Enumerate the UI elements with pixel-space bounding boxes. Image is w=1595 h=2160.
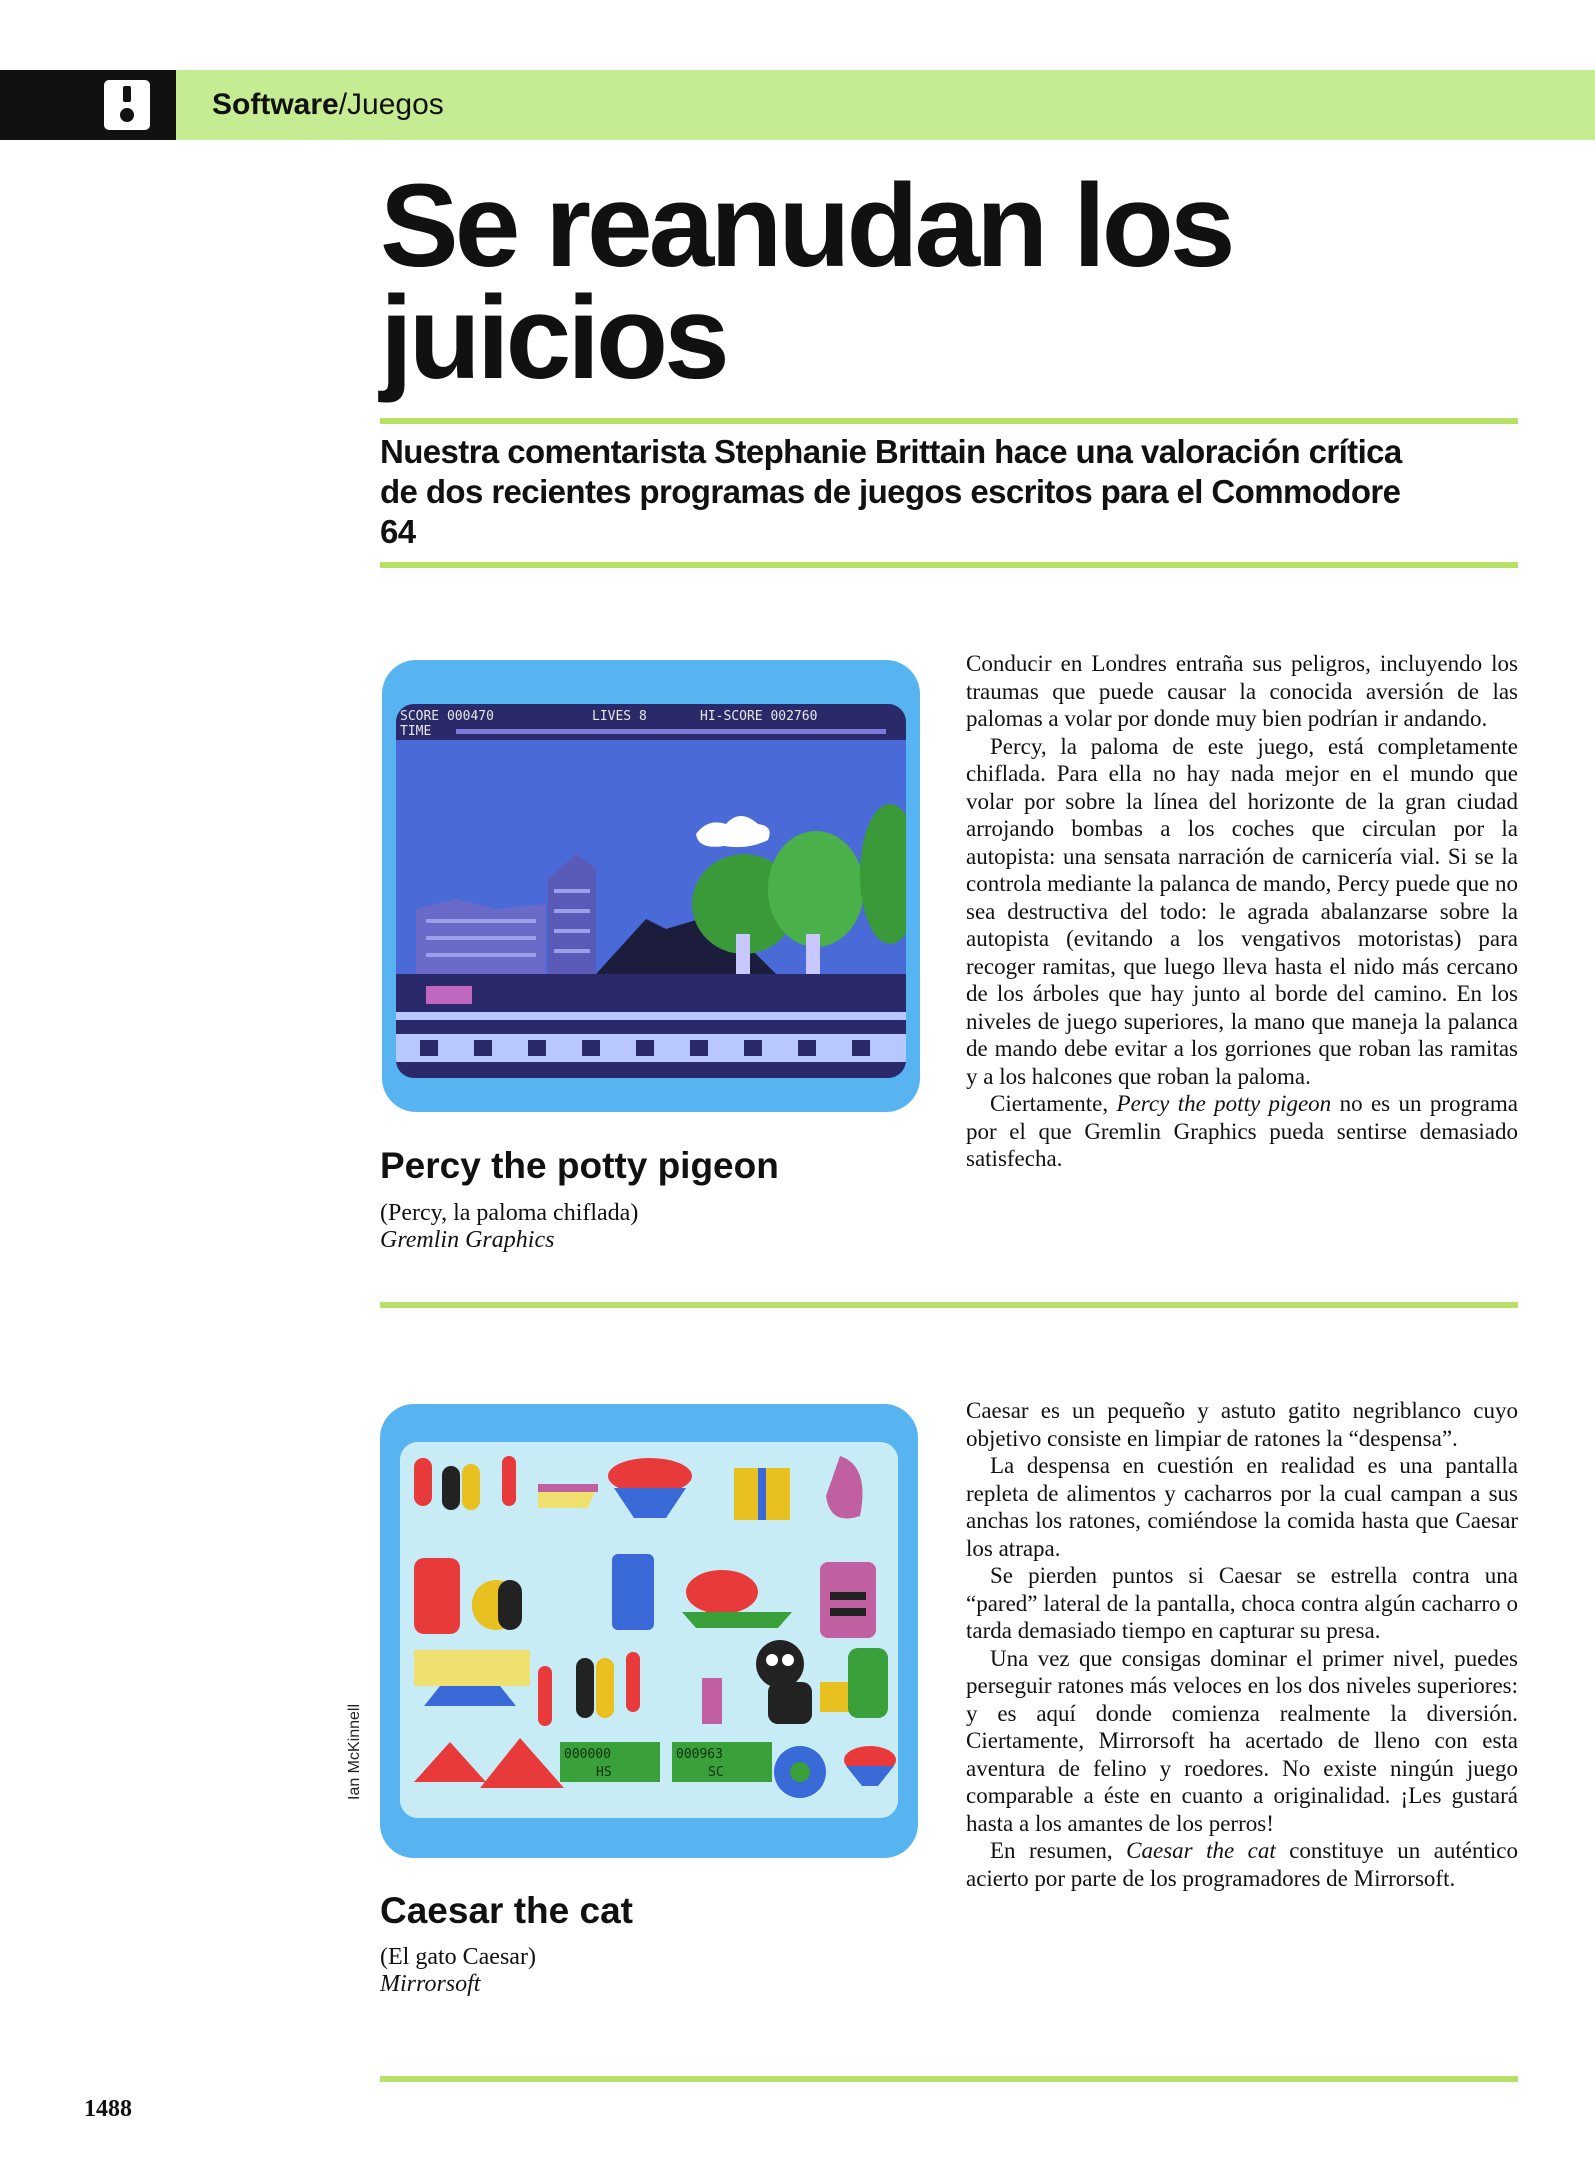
bottom-rule xyxy=(380,2076,1518,2082)
hud-time: TIME xyxy=(400,724,432,739)
hud-lives: LIVES 8 xyxy=(592,709,647,724)
tree-right xyxy=(768,831,864,947)
hs-label: HS xyxy=(596,1765,612,1780)
review2-publisher: Mirrorsoft xyxy=(380,1971,481,1997)
hud-hiscore: HI-SCORE 002760 xyxy=(700,709,818,724)
watermelon xyxy=(686,1570,758,1614)
caesar-screenshot xyxy=(380,1404,918,1858)
subtitle-rule xyxy=(380,562,1518,568)
crate xyxy=(820,1682,852,1712)
review2-paragraph: La despensa en cuestión en realidad es una pantalla repleta de alimentos y cacharros por la cual campan a sus anchas los ratones, comiéndose la comida hasta que Caesar los atrapa. xyxy=(966,1453,1518,1561)
photo-credit: Ian McKinnell xyxy=(346,1703,363,1800)
section-header xyxy=(212,86,444,124)
sc-value: 000963 xyxy=(676,1747,723,1762)
caesar-cat xyxy=(756,1640,804,1688)
review2-title: Caesar the cat xyxy=(380,1890,633,1931)
exclamation-icon xyxy=(104,80,150,130)
salami xyxy=(414,1558,460,1634)
review2-paragraph: Caesar es un pequeño y astuto gatito negriblanco cuyo objetivo consiste en limpiar de ratones la “despensa”. xyxy=(966,1398,1518,1451)
review1-closing: Ciertamente, Percy the potty pigeon no es un programa por el que Gremlin Graphics pueda sentirse demasiado satisfecha. xyxy=(966,1091,1519,1171)
page-number: 1488 xyxy=(84,2096,132,2122)
pot xyxy=(848,1648,888,1718)
jar xyxy=(612,1554,654,1630)
subsection-label: /Juegos xyxy=(338,88,444,121)
review2-body xyxy=(966,1397,1518,1892)
review1-body xyxy=(966,650,1518,1173)
review1-paragraph: Conducir en Londres entraña sus peligros, incluyendo los traumas que puede causar la conocida aversión de las palomas a volar por donde muy bien podrían ir andando. xyxy=(966,651,1518,731)
caesar-game-scene xyxy=(400,1442,898,1818)
article-subtitle: Nuestra comentarista Stephanie Brittain hace una valoración crítica de dos recientes programas de juegos escritos para el Commodore 64 xyxy=(380,433,1402,550)
section-label: Software xyxy=(212,88,339,121)
review1-publisher: Gremlin Graphics xyxy=(380,1227,555,1253)
review1-paragraph: Percy, la paloma de este juego, está completamente chiflada. Para ella no hay nada mejor en el mundo que volar por sobre la línea del horizonte de la gran ciudad arrojando bombas a los coches que circulan por la autopista: una sensata narración de carnicería vial. Si se la controla mediante la palanca de mando, Percy puede que no sea destructiva del todo: le agrada abalanzarse sobre la autopista (evitando a los vengativos motoristas) para recoger ramitas, que luego lleva hasta el nido más cercano de los árboles que hay junto al borde del camino. En los niveles de juego superiores, la mano que maneja la palanca de mando debe evitar a los gorriones que roban las ramitas y a los halcones que roban la paloma. xyxy=(966,733,1518,1089)
cheese-plate xyxy=(414,1650,530,1686)
percy-screenshot xyxy=(382,660,920,1112)
hs-value: 000000 xyxy=(564,1747,611,1762)
review2-paragraph: Se pierden puntos si Caesar se estrella contra una “pared” lateral de la pantalla, choca contra algún cacharro o tarda demasiado tiempo en capturar su presa. xyxy=(966,1563,1518,1643)
review1-title: Percy the potty pigeon xyxy=(380,1145,779,1186)
percy-game-scene xyxy=(396,704,906,1078)
review2-paragraph: Una vez que consigas dominar el primer nivel, puedes perseguir ratones más veloces en los dos niveles superiores: y es aquí donde comienza realmente la diversión. Ciertamente, Mirrorsoft ha acertado de lleno con esta aventura de felino y roedores. No existe ningún juego comparable a éste en cuanto a originalidad. ¡Les gustará hasta a los amantes de los perros! xyxy=(966,1645,1518,1836)
review2-closing: En resumen, Caesar the cat constituye un auténtico acierto por parte de los programadores de Mirrorsoft. xyxy=(966,1838,1518,1891)
page-title: Se reanudan los juicios xyxy=(380,160,1232,404)
review2-translation: (El gato Caesar) xyxy=(380,1944,536,1970)
candle xyxy=(702,1678,722,1724)
road xyxy=(396,974,906,1078)
car xyxy=(426,986,472,1004)
sc-label: SC xyxy=(708,1765,724,1780)
review1-translation: (Percy, la paloma chiflada) xyxy=(380,1200,639,1226)
hud-score: SCORE 000470 xyxy=(400,709,494,724)
title-rule xyxy=(380,418,1518,424)
sausage xyxy=(414,1458,432,1506)
section-rule xyxy=(380,1302,1518,1308)
